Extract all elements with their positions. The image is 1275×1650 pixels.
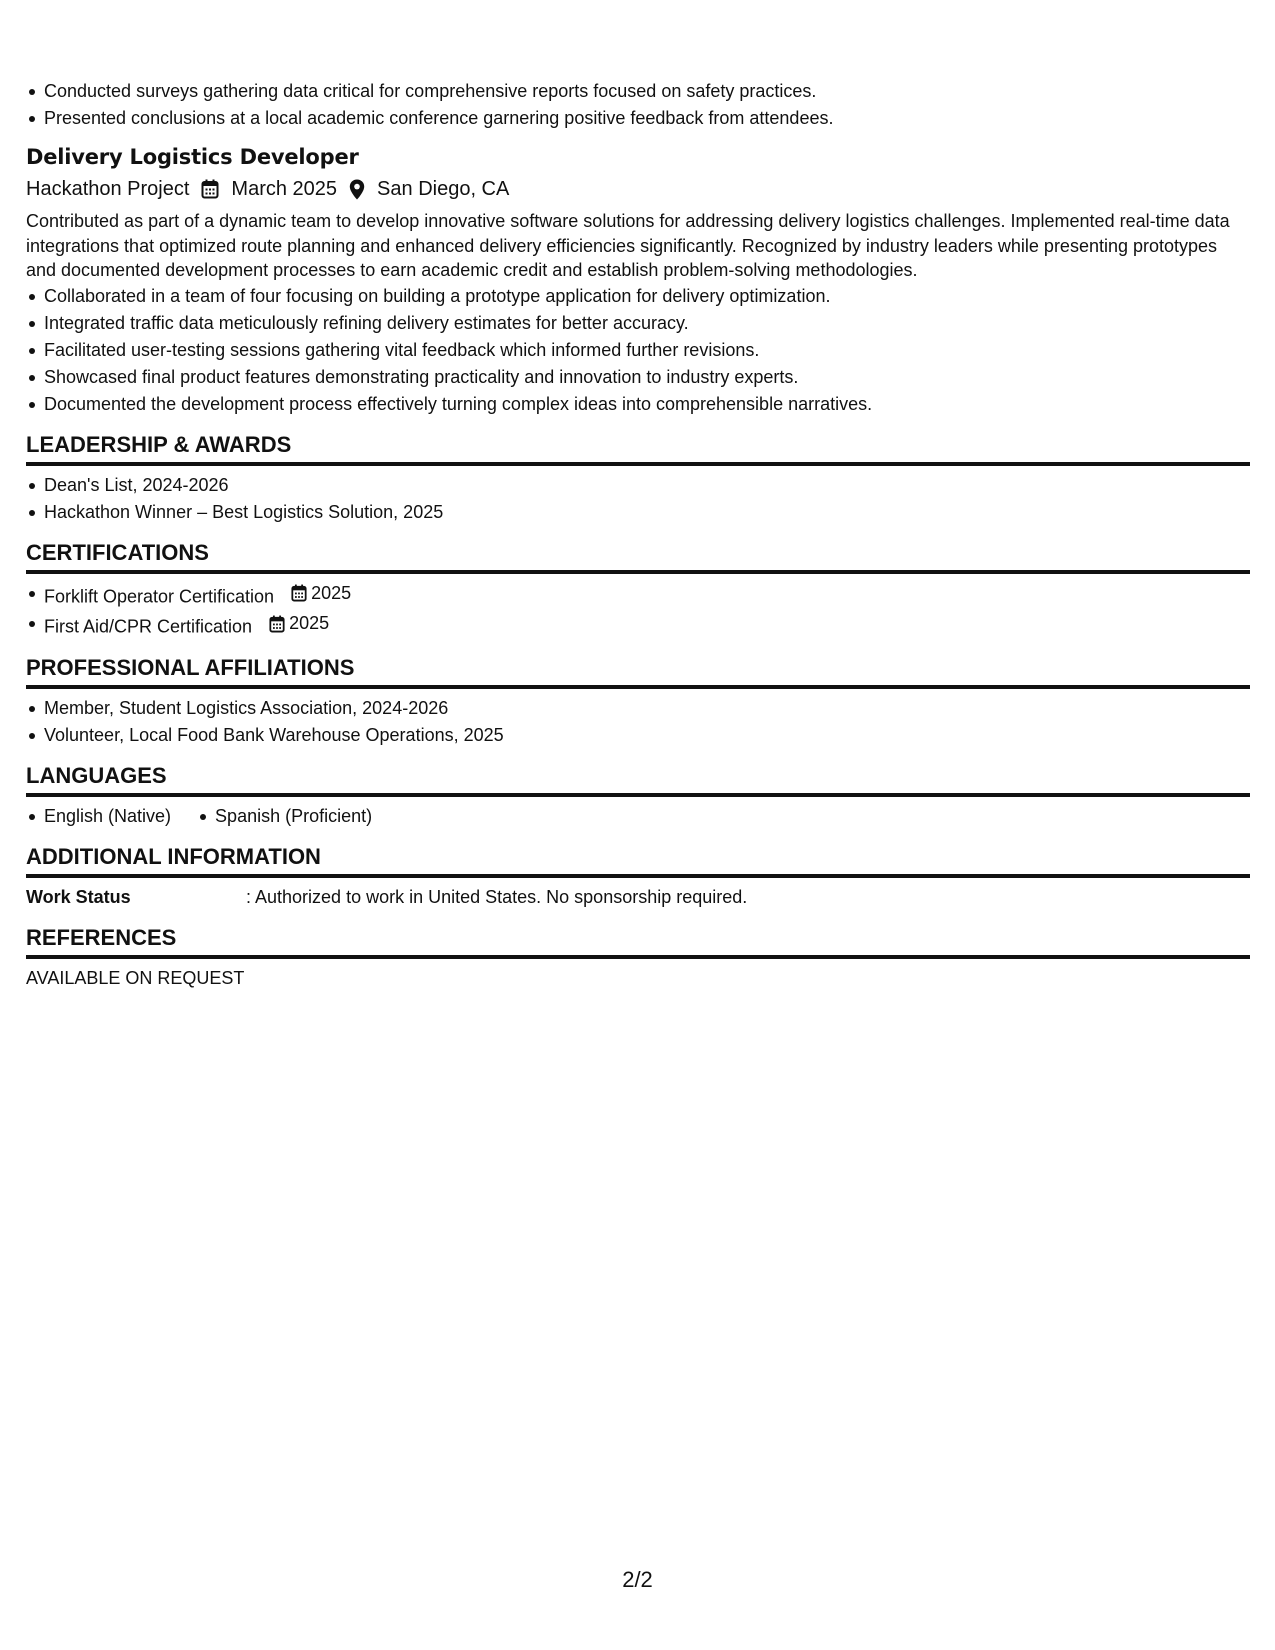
section-title: LANGUAGES (26, 761, 1250, 797)
list-item: Hackathon Winner – Best Logistics Solution, 2025 (44, 499, 1250, 526)
entry-date: March 2025 (231, 178, 338, 200)
list-item (44, 580, 1250, 611)
entry-location: San Diego, CA (377, 178, 510, 200)
entry-meta (26, 174, 1250, 204)
affiliations-list (26, 695, 1250, 749)
work-status-label: Work Status (26, 886, 131, 907)
references-text: AVAILABLE ON REQUEST (26, 967, 245, 988)
calendar-icon (291, 584, 307, 602)
languages-list (26, 803, 416, 830)
list-item: English (Native) (44, 803, 171, 830)
list-item: Volunteer, Local Food Bank Warehouse Operations, 2025 (44, 722, 1250, 749)
work-status-value: : Authorized to work in United States. No sponsorship required. (246, 886, 748, 907)
section-affiliations (26, 653, 1250, 749)
list-item: Facilitated user-testing sessions gathering vital feedback which informed further revisions. (44, 337, 1250, 364)
section-title: ADDITIONAL INFORMATION (26, 842, 1250, 878)
leadership-list (26, 472, 1250, 526)
section-leadership (26, 430, 1250, 526)
list-item: Presented conclusions at a local academic conference garnering positive feedback from attendees. (44, 105, 1250, 132)
entry-bullets (26, 283, 1250, 418)
certification-name: First Aid/CPR Certification (44, 616, 253, 637)
certifications-list (26, 580, 1250, 641)
list-item: Member, Student Logistics Association, 2024-2026 (44, 695, 1250, 722)
calendar-icon (269, 615, 285, 633)
section-references (26, 923, 1250, 992)
list-item: Conducted surveys gathering data critical for comprehensive reports focused on safety practices. (44, 78, 1250, 105)
calendar-icon (201, 179, 219, 199)
section-title: PROFESSIONAL AFFILIATIONS (26, 653, 1250, 689)
list-item: Integrated traffic data meticulously refining delivery estimates for better accuracy. (44, 310, 1250, 337)
work-status-row (26, 884, 1250, 911)
entry-description: Contributed as part of a dynamic team to develop innovative software solutions for addressing delivery logistics challenges. Implemented real-time data integrations that optimized route planning and enhanced delivery efficiencies significantly. Recognized by industry leaders while presenting prototypes and documented development processes to earn academic credit and establish problem-solving methodologies. (26, 211, 1230, 280)
entry-organization: Hackathon Project (26, 178, 190, 200)
certification-name: Forklift Operator Certification (44, 586, 275, 606)
list-item: Showcased final product features demonstrating practicality and innovation to industry experts. (44, 364, 1250, 391)
certification-year: 2025 (289, 613, 330, 633)
certification-year: 2025 (311, 582, 352, 603)
section-title: CERTIFICATIONS (26, 538, 1250, 574)
entry-title: Delivery Logistics Developer (26, 145, 359, 169)
list-item: Dean's List, 2024-2026 (44, 472, 1250, 499)
previous-entry-bullets (26, 78, 1250, 132)
section-additional-information (26, 842, 1250, 911)
map-pin-icon (349, 179, 365, 200)
resume-page (26, 78, 1250, 992)
list-item: Spanish (Proficient) (215, 803, 372, 830)
section-certifications (26, 538, 1250, 641)
list-item (44, 610, 1250, 641)
page-number: 2/2 (622, 1567, 653, 1592)
list-item: Collaborated in a team of four focusing on building a prototype application for delivery optimization. (44, 283, 1250, 310)
list-item: Documented the development process effectively turning complex ideas into comprehensible narratives. (44, 391, 1250, 418)
section-languages (26, 761, 1250, 830)
section-title: LEADERSHIP & AWARDS (26, 430, 1250, 466)
section-title: REFERENCES (26, 923, 1250, 959)
